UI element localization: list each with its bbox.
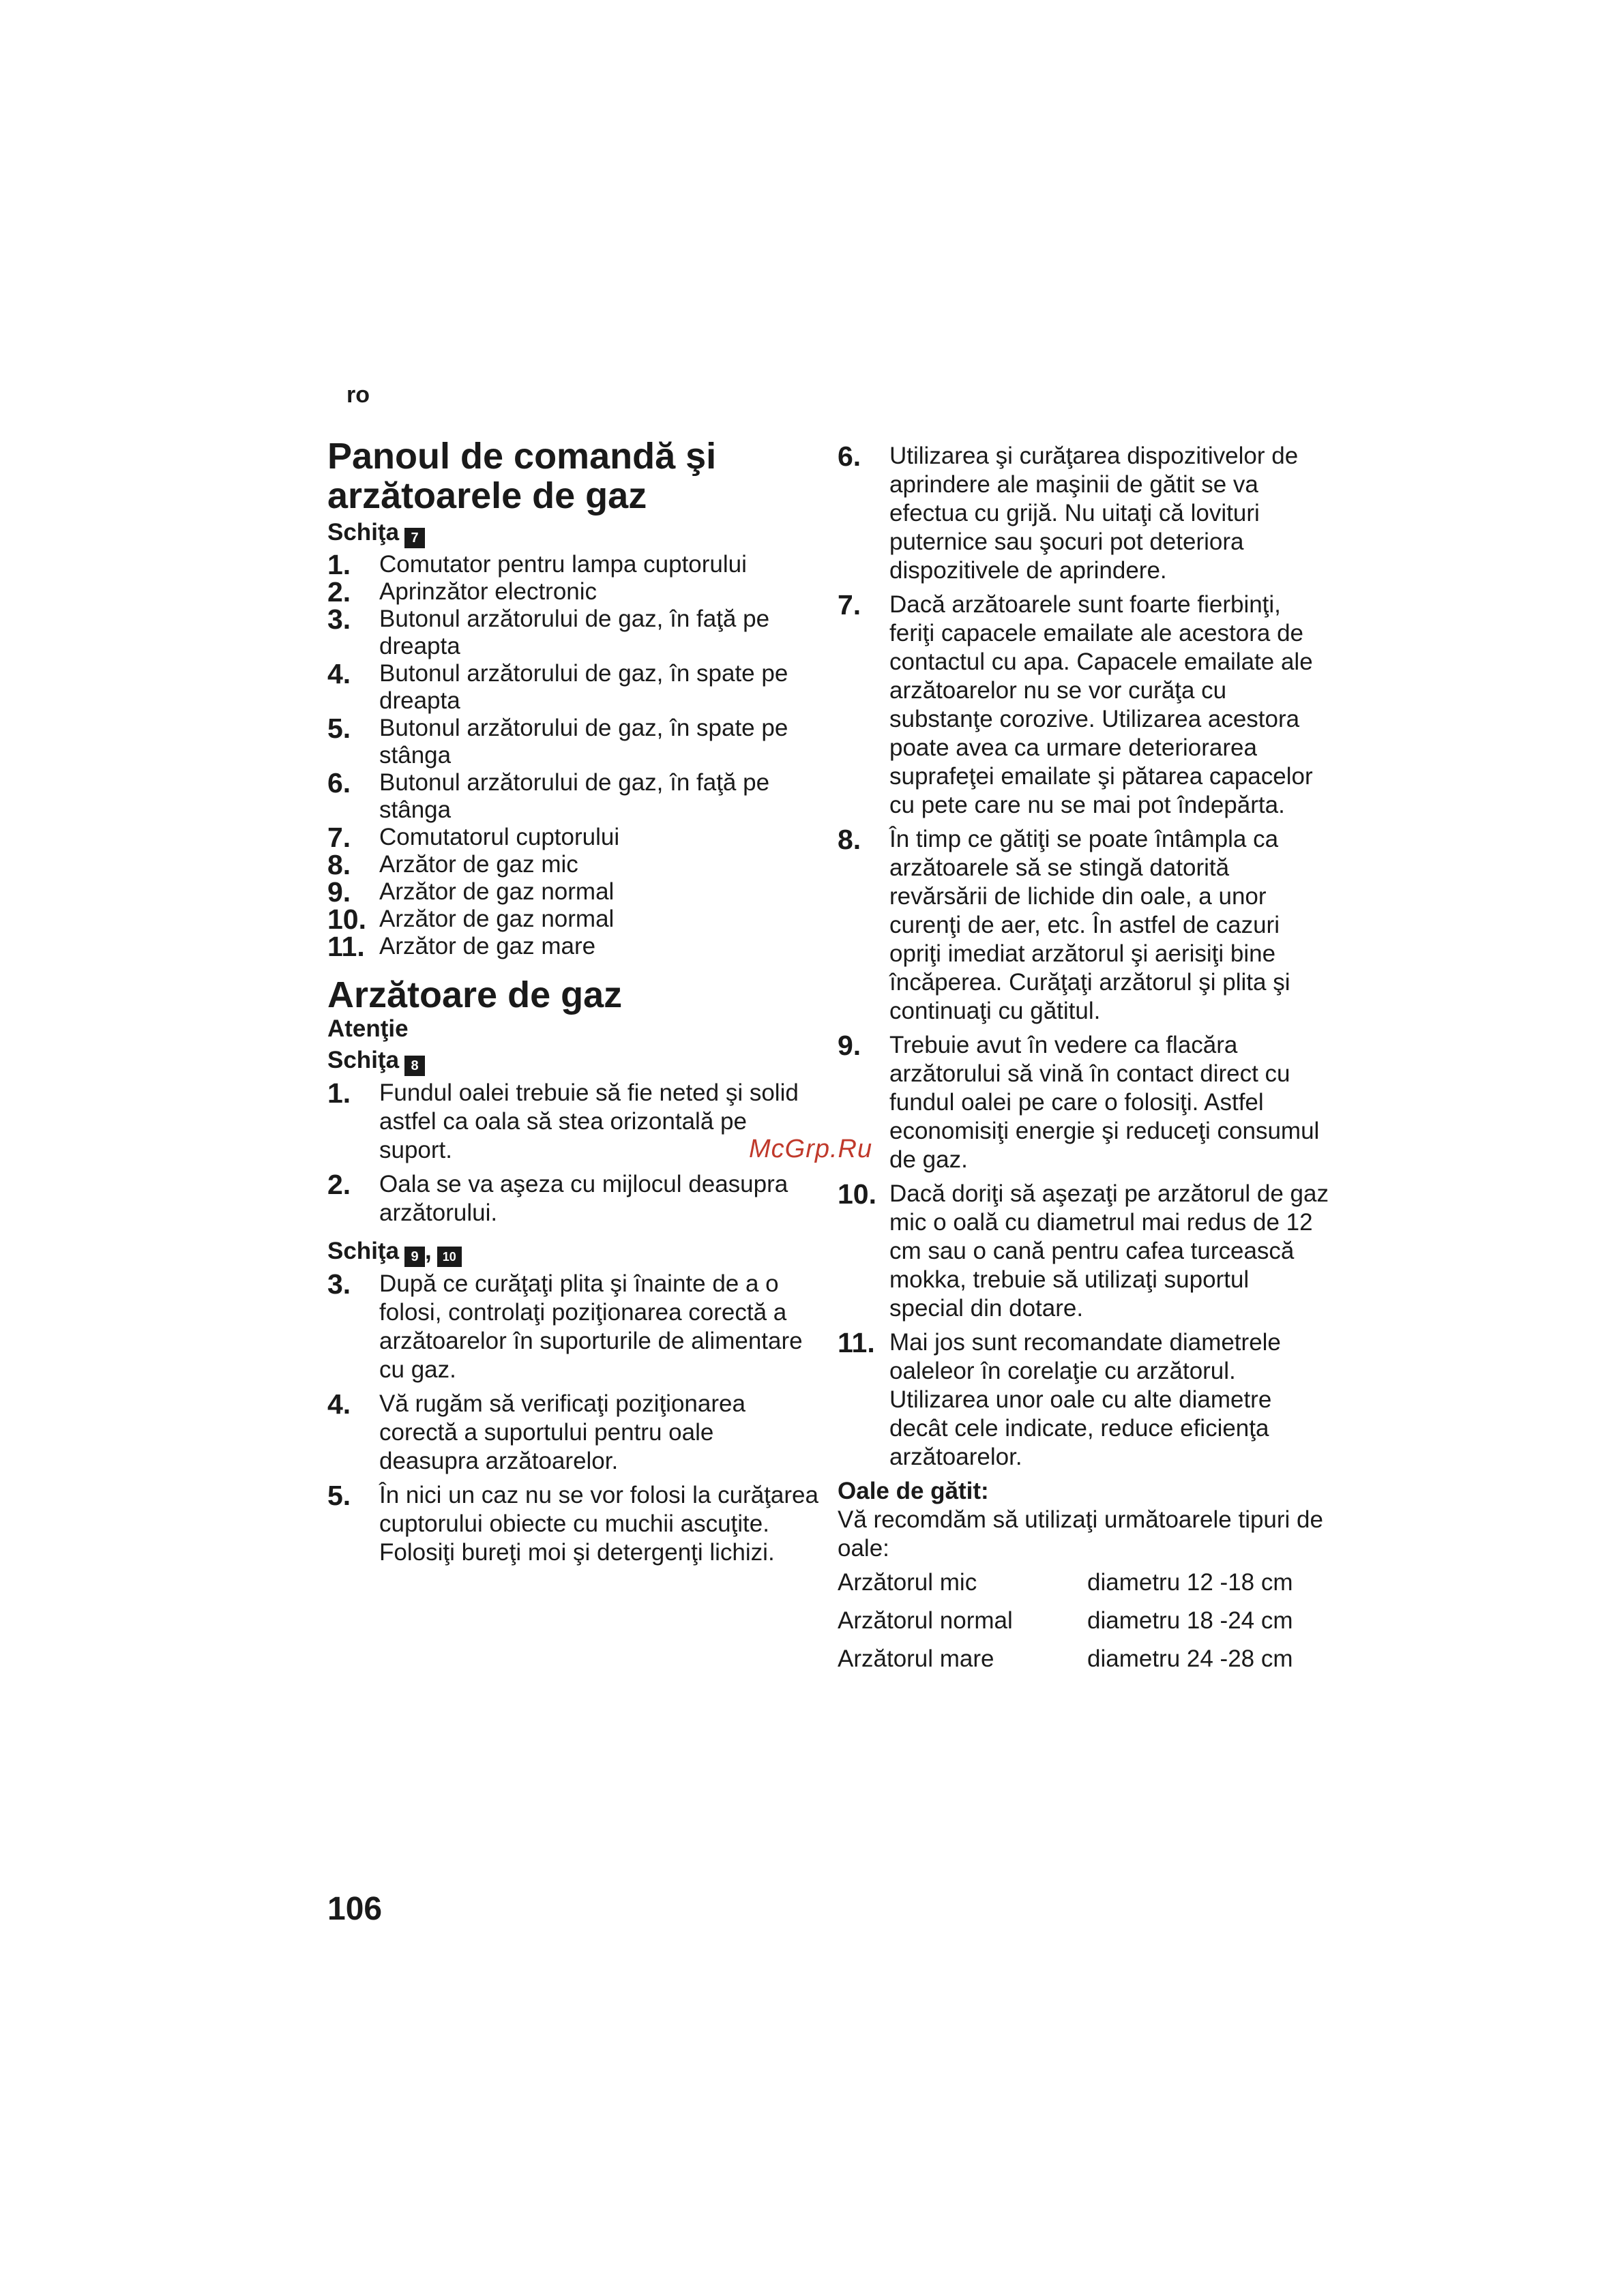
- item-number: 1.: [327, 1077, 351, 1109]
- list-item: [327, 1390, 818, 1476]
- table-row: [838, 1607, 1312, 1645]
- attention-heading: Atenţie: [327, 1015, 409, 1042]
- section-title-gas-burners: Arzătoare de gaz: [327, 974, 623, 1015]
- item-text: În timp ce gătiţi se poate întâmpla ca arzătoarele să se stingă datorită revărsării de lichide din oale, a unor curenţi de aer, etc. În astfel de cazuri opriţi imediat arzătorul şi aerisiţi bine încăperea. Curăţaţi arzătorul şi plita şi continuaţi cu gătitul.: [889, 826, 1290, 1024]
- item-text: Arzător de gaz mic: [379, 851, 578, 878]
- item-text: Mai jos sunt recomandate diametrele oaleleor în corelaţie cu arzătorul. Utilizarea unor oale cu alte diametre decât cele indicate, reduce eficienţa arzătoarelor.: [889, 1329, 1281, 1470]
- item-number: 5.: [327, 1480, 351, 1511]
- item-number: 9.: [838, 1030, 861, 1061]
- list-item: [327, 878, 818, 906]
- item-text: Butonul arzătorului de gaz, în faţă pe stânga: [379, 769, 770, 823]
- burner-cell: Arzătorul mic: [838, 1569, 977, 1596]
- right-column: [838, 442, 1329, 1683]
- diameter-cell: diametru 12 -18 cm: [1087, 1569, 1293, 1596]
- figure-number-box: 10: [437, 1247, 462, 1267]
- figure-number-box: 8: [404, 1056, 425, 1076]
- list-item: [327, 578, 818, 606]
- list-item: [327, 1481, 818, 1567]
- figure-number-box: 9: [404, 1247, 425, 1267]
- page-number: 106: [327, 1891, 383, 1927]
- figure-label: Schiţa: [327, 1047, 400, 1073]
- item-text: Utilizarea şi curăţarea dispozitivelor de aprindere ale maşinii de gătit se va efectua cu grijă. Nu uitaţi că lovituri puternice sau şocuri pot deteriora dispozitivele de aprindere.: [889, 443, 1299, 584]
- table-row: [838, 1568, 1312, 1607]
- watermark: McGrp.Ru: [749, 1135, 873, 1163]
- list-item: [327, 551, 818, 578]
- item-number: 2.: [327, 576, 351, 608]
- item-number: 6.: [327, 767, 351, 799]
- item-text: După ce curăţaţi plita şi înainte de a o folosi, controlaţi poziţionarea corectă a arzătoarelor în suporturile de alimentare cu gaz.: [379, 1270, 803, 1383]
- list-item: [327, 660, 818, 715]
- table-row: [838, 1645, 1312, 1683]
- list-item: [327, 1079, 818, 1165]
- figure-separator: ,: [425, 1238, 432, 1264]
- pots-intro: Vă recomdăm să utilizaţi următoarele tipuri de oale:: [838, 1506, 1323, 1562]
- item-number: 7.: [838, 589, 861, 621]
- figure-label: Schiţa: [327, 519, 400, 546]
- list-item: [327, 906, 818, 933]
- figure-reference: [327, 1046, 818, 1076]
- item-number: 5.: [327, 713, 351, 744]
- item-number: 3.: [327, 603, 351, 635]
- item-text: Butonul arzătorului de gaz, în spate pe dreapta: [379, 660, 788, 714]
- item-text: Comutatorul cuptorului: [379, 824, 620, 850]
- instruction-list: [327, 1079, 818, 1227]
- list-item: [327, 1170, 818, 1227]
- item-text: Trebuie avut în vedere ca flacăra arzătorului să vină în contact direct cu fundul oalei pe care o folosiţi. Astfel economisiţi energie şi reduceţi consumul de gaz.: [889, 1032, 1320, 1173]
- pots-table: [838, 1568, 1312, 1683]
- item-text: Butonul arzătorului de gaz, în spate pe stânga: [379, 715, 788, 769]
- item-number: 6.: [838, 441, 861, 472]
- diameter-cell: diametru 18 -24 cm: [1087, 1607, 1293, 1634]
- item-number: 2.: [327, 1169, 351, 1200]
- list-item: [327, 824, 818, 851]
- item-number: 4.: [327, 658, 351, 689]
- language-code: ro: [346, 382, 370, 408]
- item-text: Arzător de gaz normal: [379, 906, 615, 932]
- item-number: 7.: [327, 822, 351, 853]
- item-number: 4.: [327, 1388, 351, 1420]
- figure-label: Schiţa: [327, 1238, 400, 1264]
- list-item: [327, 933, 818, 960]
- section-title-control-panel: Panoul de comandă şi arzătoarele de gaz: [327, 436, 717, 516]
- figure-number-box: 7: [404, 528, 425, 548]
- list-item: [838, 442, 1329, 585]
- list-item: [327, 769, 818, 824]
- item-text: Vă rugăm să verificaţi poziţionarea corectă a suportului pentru oale deasupra arzătoarelor.: [379, 1390, 745, 1474]
- item-text: Aprinzător electronic: [379, 578, 597, 605]
- item-text: Arzător de gaz mare: [379, 933, 596, 959]
- item-number: 11.: [327, 931, 365, 962]
- left-column: [327, 436, 818, 1572]
- item-number: 10.: [838, 1178, 876, 1210]
- list-item: [327, 1270, 818, 1384]
- figure-reference: [327, 518, 818, 548]
- item-text: Oala se va aşeza cu mijlocul deasupra arzătorului.: [379, 1171, 788, 1226]
- burner-cell: Arzătorul normal: [838, 1607, 1013, 1634]
- list-item: [838, 1180, 1329, 1323]
- item-number: 8.: [327, 849, 351, 880]
- item-text: În nici un caz nu se vor folosi la curăţarea cuptorului obiecte cu muchii ascuţite. Folosiţi bureţi moi şi detergenţi lichizi.: [379, 1482, 818, 1566]
- item-text: Comutator pentru lampa cuptorului: [379, 551, 747, 578]
- controls-list: [327, 551, 818, 960]
- figure-reference: [327, 1237, 818, 1267]
- list-item: [838, 1328, 1329, 1472]
- item-number: 8.: [838, 824, 861, 855]
- list-item: [327, 851, 818, 878]
- list-item: [327, 715, 818, 769]
- diameter-cell: diametru 24 -28 cm: [1087, 1645, 1293, 1672]
- item-text: Dacă doriţi să aşezaţi pe arzătorul de gaz mic o oală cu diametrul mai redus de 12 cm sau o cană pentru cafea turcească mokka, trebuie să utilizaţi suportul special din dotare.: [889, 1180, 1329, 1322]
- instruction-list: [838, 442, 1329, 1472]
- item-number: 11.: [838, 1327, 875, 1358]
- item-text: Fundul oalei trebuie să fie neted şi solid astfel ca oala să stea orizontală pe suport.: [379, 1079, 799, 1163]
- list-item: [838, 1031, 1329, 1174]
- item-text: Dacă arzătoarele sunt foarte fierbinţi, feriţi capacele emailate ale acestora de contactul cu apa. Capacele emailate ale arzătoarelor nu se vor curăţa cu substanţe corozive. Utilizarea acestora poate avea ca urmare deteriorarea suprafeţei emailate şi pătarea capacelor cu pete care nu se mai pot îndepărta.: [889, 591, 1313, 818]
- item-text: Butonul arzătorului de gaz, în faţă pe dreapta: [379, 606, 770, 659]
- item-number: 9.: [327, 876, 351, 908]
- pots-heading: Oale de gătit:: [838, 1478, 989, 1504]
- list-item: [838, 591, 1329, 820]
- item-number: 3.: [327, 1268, 351, 1300]
- item-number: 10.: [327, 904, 366, 935]
- item-number: 1.: [327, 549, 351, 580]
- instruction-list: [327, 1270, 818, 1567]
- list-item: [838, 825, 1329, 1026]
- list-item: [327, 603, 818, 660]
- burner-cell: Arzătorul mare: [838, 1645, 994, 1672]
- item-text: Arzător de gaz normal: [379, 878, 615, 905]
